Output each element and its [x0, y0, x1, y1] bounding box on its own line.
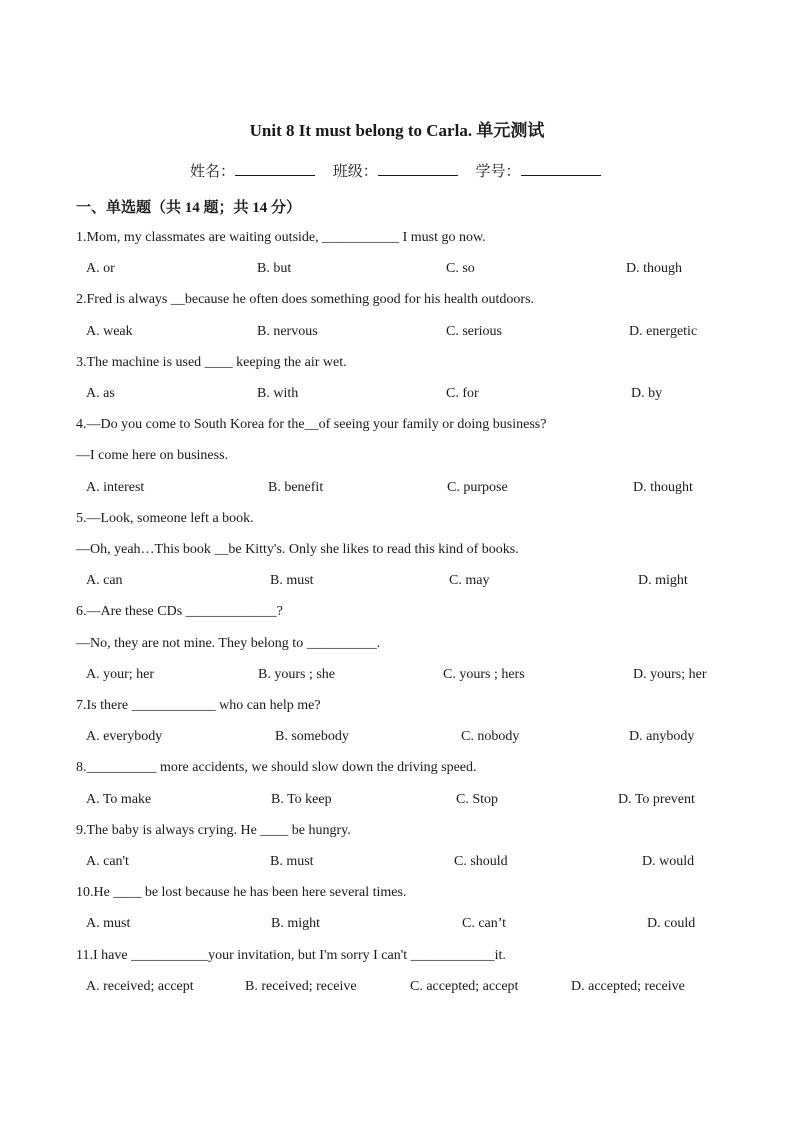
name-label: 姓名：	[190, 164, 236, 180]
question-dialogue-line: —I come here on business.	[76, 448, 229, 464]
option-a[interactable]: A. To make	[86, 791, 152, 807]
id-blank[interactable]	[521, 160, 601, 176]
option-b[interactable]: B. must	[270, 854, 314, 869]
option-b[interactable]: B. nervous	[257, 323, 318, 339]
option-c[interactable]: C. for	[446, 386, 479, 401]
option-d[interactable]: D. though	[626, 261, 682, 277]
option-b[interactable]: B. but	[257, 261, 292, 277]
question-stem: 3.The machine is used ____ keeping the air wet.	[76, 354, 347, 370]
option-a[interactable]: A. can't	[86, 854, 129, 869]
option-d[interactable]: D. by	[631, 386, 663, 401]
student-info-row	[190, 160, 615, 181]
option-a[interactable]: A. everybody	[86, 729, 163, 745]
question-dialogue-line: —No, they are not mine. They belong to __________.	[76, 635, 381, 651]
section-heading: 一、单选题（共 14 题；共 14 分）	[76, 200, 302, 216]
question-stem: 11.I have ___________your invitation, but I'm sorry I can't ____________it.	[76, 947, 506, 963]
option-d[interactable]: D. energetic	[629, 323, 698, 339]
question-stem: 7.Is there ____________ who can help me?	[76, 698, 321, 713]
option-b[interactable]: B. with	[257, 386, 299, 401]
option-a[interactable]: A. received; accept	[86, 978, 194, 994]
question-stem: 2.Fred is always __because he often does something good for his health outdoors.	[76, 292, 535, 308]
option-c[interactable]: C. purpose	[447, 479, 508, 495]
option-d[interactable]: D. accepted; receive	[571, 978, 685, 994]
option-d[interactable]: D. To prevent	[618, 791, 695, 807]
option-b[interactable]: B. benefit	[268, 479, 324, 495]
option-d[interactable]: D. would	[642, 854, 695, 869]
option-a[interactable]: A. as	[86, 386, 115, 401]
question-stem: 9.The baby is always crying. He ____ be hungry.	[76, 822, 351, 838]
option-d[interactable]: D. yours; her	[633, 666, 707, 682]
option-d[interactable]: D. thought	[633, 479, 693, 495]
class-blank[interactable]	[378, 160, 458, 176]
option-c[interactable]: C. serious	[446, 323, 502, 339]
question-dialogue-line: —Oh, yeah…This book __be Kitty's. Only she likes to read this kind of books.	[76, 542, 519, 557]
name-field	[190, 160, 315, 181]
option-a[interactable]: A. can	[86, 573, 123, 589]
option-a[interactable]: A. must	[86, 916, 131, 932]
option-d[interactable]: D. might	[638, 573, 688, 589]
question-stem: 4.—Do you come to South Korea for the__of seeing your family or doing business?	[76, 417, 547, 433]
option-b[interactable]: B. must	[270, 573, 314, 589]
option-a[interactable]: A. or	[86, 261, 115, 277]
option-b[interactable]: B. To keep	[271, 791, 332, 807]
option-d[interactable]: D. anybody	[629, 729, 695, 745]
option-b[interactable]: B. yours ; she	[258, 666, 335, 682]
option-c[interactable]: C. nobody	[461, 729, 520, 745]
question-stem: 1.Mom, my classmates are waiting outside, ___________ I must go now.	[76, 230, 486, 245]
id-label: 学号：	[475, 164, 521, 180]
page-title: Unit 8 It must belong to Carla. 单元测试	[249, 121, 545, 140]
question-stem: 5.—Look, someone left a book.	[76, 510, 254, 526]
question-stem: 10.He ____ be lost because he has been here several times.	[76, 885, 407, 901]
option-a[interactable]: A. your; her	[86, 666, 155, 682]
option-c[interactable]: C. yours ; hers	[443, 666, 525, 682]
option-c[interactable]: C. can’t	[462, 916, 507, 932]
id-field	[476, 160, 601, 181]
option-b[interactable]: B. might	[271, 916, 321, 932]
option-c[interactable]: C. so	[446, 261, 475, 277]
option-b[interactable]: B. received; receive	[245, 978, 357, 994]
option-a[interactable]: A. weak	[86, 323, 133, 339]
class-field	[333, 160, 458, 181]
class-label: 班级：	[332, 164, 378, 180]
option-c[interactable]: C. accepted; accept	[410, 978, 519, 994]
option-a[interactable]: A. interest	[86, 479, 145, 495]
question-stem: 8.__________ more accidents, we should slow down the driving speed.	[76, 760, 477, 776]
question-stem: 6.—Are these CDs _____________?	[76, 604, 283, 620]
option-b[interactable]: B. somebody	[275, 729, 349, 745]
option-c[interactable]: C. Stop	[456, 791, 499, 807]
name-blank[interactable]	[235, 160, 315, 176]
option-c[interactable]: C. should	[454, 854, 508, 869]
option-d[interactable]: D. could	[647, 916, 696, 932]
option-c[interactable]: C. may	[449, 573, 490, 589]
